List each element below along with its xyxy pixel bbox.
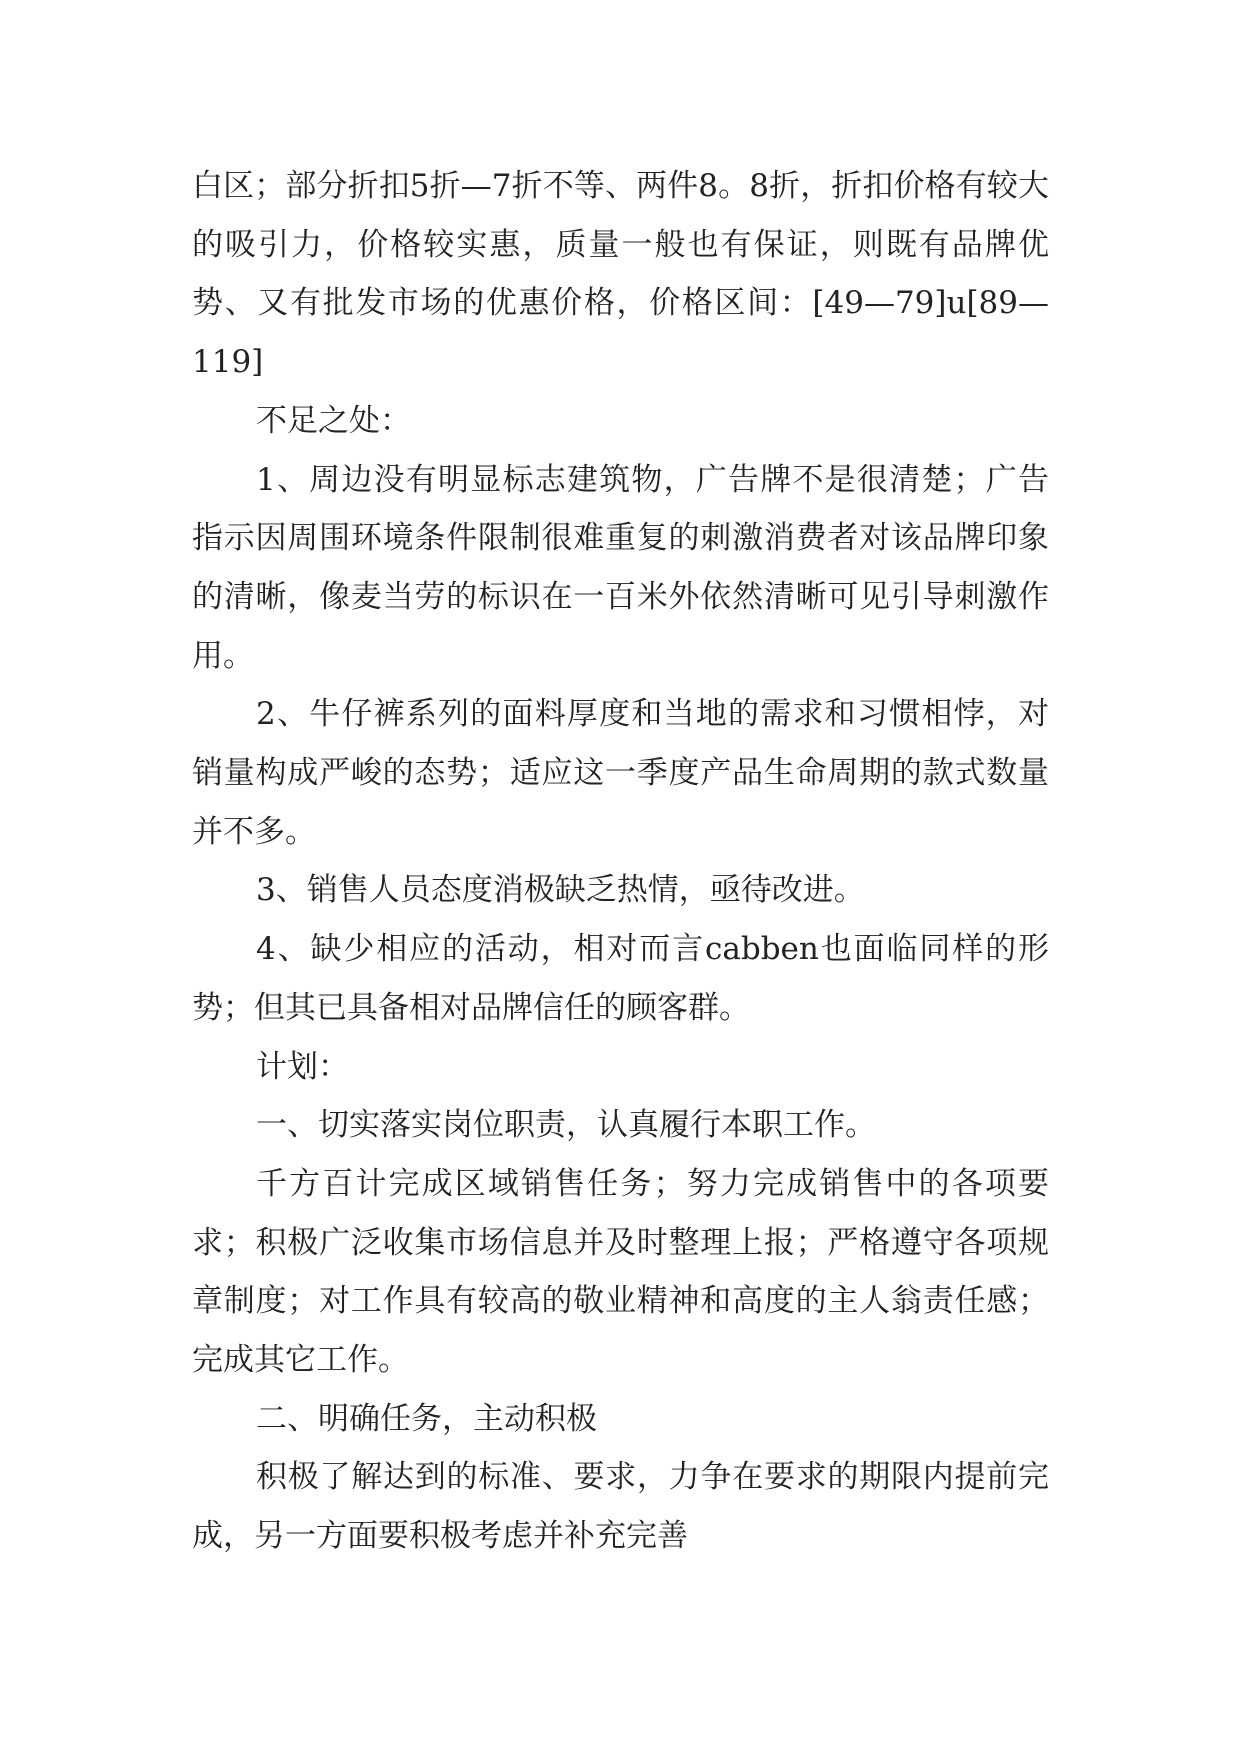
paragraph-shortcoming-4: 4、缺少相应的活动，相对而言cabben也面临同样的形势；但其已具备相对品牌信任的顾客群。 [192,931,1049,1026]
heading-shortcomings: 不足之处： [256,402,411,439]
paragraph-plan-2: 积极了解达到的标准、要求，力争在要求的期限内提前完成，另一方面要积极考虑并补充完善 [192,1459,1049,1555]
paragraph-shortcoming-2: 2、牛仔裤系列的面料厚度和当地的需求和习惯相悖，对销量构成严峻的态势；适应这一季度产品生命周期的款式数量并不多。 [192,696,1049,850]
heading-plan-2: 二、明确任务，主动积极 [256,1400,597,1437]
paragraph-shortcoming-3: 3、销售人员态度消极缺乏热情，亟待改进。 [256,872,865,909]
heading-plan-1: 一、切实落实岗位职责，认真履行本职工作。 [256,1107,876,1144]
paragraph-plan-1: 千方百计完成区域销售任务；努力完成销售中的各项要求；积极广泛收集市场信息并及时整理上报；严格遵守各项规章制度；对工作具有较高的敬业精神和高度的主人翁责任感；完成其它工作。 [192,1165,1049,1379]
heading-plan: 计划： [256,1048,349,1085]
paragraph-pricing: 白区；部分折扣5折—7折不等、两件8。8折，折扣价格有较大的吸引力，价格较实惠，质量一般也有保证，则既有品牌优势、又有批发市场的优惠价格，价格区间：[49—79]u[89—119] [192,168,1049,381]
document-body [192,157,1049,1566]
paragraph-shortcoming-1: 1、周边没有明显标志建筑物，广告牌不是很清楚；广告指示因周围环境条件限制很难重复的刺激消费者对该品牌印象的清晰，像麦当劳的标识在一百米外依然清晰可见引导刺激作用。 [192,461,1049,674]
